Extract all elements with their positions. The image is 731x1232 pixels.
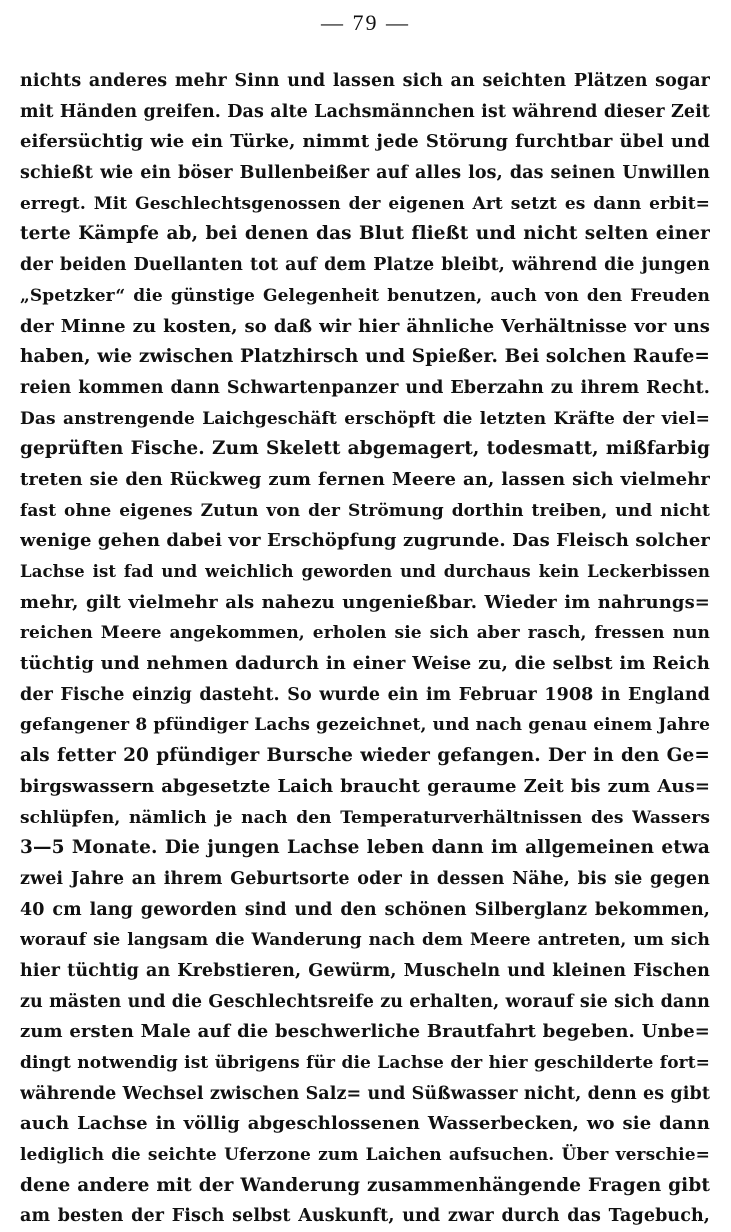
text-line: erregt. Mit Geschlechtsgenossen der eigenen Art setzt es dann erbit= xyxy=(20,193,710,214)
text-line: lediglich die seichte Uferzone zum Laichen aufsuchen. Über verschie= xyxy=(20,1145,710,1166)
text-line: haben, wie zwischen Platzhirsch und Spießer. Bei solchen Raufe= xyxy=(20,346,710,368)
text-line: Das anstrengende Laichgeschäft erschöpft die letzten Kräfte der viel= xyxy=(20,408,710,429)
text-line: währende Wechsel zwischen Salz= und Süßwasser nicht, denn es gibt xyxy=(20,1083,710,1104)
text-line: am besten der Fisch selbst Auskunft, und zwar durch das Tagebuch, xyxy=(20,1206,710,1227)
text-line: auch Lachse in völlig abgeschlossenen Wasserbecken, wo sie dann xyxy=(20,1113,710,1135)
text-line: dene andere mit der Wanderung zusammenhängende Fragen gibt xyxy=(20,1174,710,1196)
text-line: zu mästen und die Geschlechtsreife zu erhalten, worauf sie sich dann xyxy=(20,991,710,1012)
text-line: als fetter 20 pfündiger Bursche wieder gefangen. Der in den Ge= xyxy=(20,745,710,767)
text-line: zwei Jahre an ihrem Geburtsorte oder in dessen Nähe, bis sie gegen xyxy=(20,868,710,889)
text-line: reichen Meere angekommen, erholen sie sich aber rasch, fressen nun xyxy=(20,623,710,644)
text-line: worauf sie langsam die Wanderung nach dem Meere antreten, um sich xyxy=(20,930,710,951)
text-line: eifersüchtig wie ein Türke, nimmt jede Störung furchtbar übel und xyxy=(20,131,710,153)
text-line: der Fische einzig dasteht. So wurde ein im Februar 1908 in England xyxy=(20,684,710,705)
text-line: mit Händen greifen. Das alte Lachsmännchen ist während dieser Zeit xyxy=(20,101,710,122)
text-line: terte Kämpfe ab, bei denen das Blut fließt und nicht selten einer xyxy=(20,223,710,245)
text-line: gefangener 8 pfündiger Lachs gezeichnet, und nach genau einem Jahre xyxy=(20,715,710,736)
text-line: 40 cm lang geworden sind und den schönen Silberglanz bekommen, xyxy=(20,899,710,920)
text-line: Lachse ist fad und weichlich geworden und durchaus kein Leckerbissen xyxy=(20,562,710,581)
text-line: der beiden Duellanten tot auf dem Platze bleibt, während die jungen xyxy=(20,255,710,276)
text-line: treten sie den Rückweg zum fernen Meere an, lassen sich vielmehr xyxy=(20,468,710,490)
text-line: nichts anderes mehr Sinn und lassen sich an seichten Plätzen sogar xyxy=(20,71,710,91)
body-text xyxy=(20,66,710,1232)
text-line: zum ersten Male auf die beschwerliche Brautfahrt begeben. Unbe= xyxy=(20,1021,710,1043)
text-line: birgswassern abgesetzte Laich braucht geraume Zeit bis zum Aus= xyxy=(20,775,710,797)
text-line: dingt notwendig ist übrigens für die Lachse der hier geschilderte fort= xyxy=(20,1053,710,1073)
text-line: der Minne zu kosten, so daß wir hier ähnliche Verhältnisse vor uns xyxy=(20,315,710,337)
text-line: wenige gehen dabei vor Erschöpfung zugrunde. Das Fleisch solcher xyxy=(20,530,710,552)
text-line: fast ohne eigenes Zutun von der Strömung dorthin treiben, und nicht xyxy=(20,500,710,521)
text-line: mehr, gilt vielmehr als nahezu ungenießbar. Wieder im nahrungs= xyxy=(20,591,710,613)
text-line: tüchtig und nehmen dadurch in einer Weise zu, die selbst im Reich xyxy=(20,653,710,675)
page-number: — 79 — xyxy=(321,10,410,35)
text-line: schießt wie ein böser Bullenbeißer auf alles los, das seinen Unwillen xyxy=(20,163,710,184)
text-line: hier tüchtig an Krebstieren, Gewürm, Muscheln und kleinen Fischen xyxy=(20,960,710,981)
text-line: „Spetzker“ die günstige Gelegenheit benutzen, auch von den Freuden xyxy=(20,285,710,306)
text-line: reien kommen dann Schwartenpanzer und Eberzahn zu ihrem Recht. xyxy=(20,377,710,398)
text-line: schlüpfen, nämlich je nach den Temperaturverhältnissen des Wassers xyxy=(20,807,710,828)
text-line: 3—5 Monate. Die jungen Lachse leben dann im allgemeinen etwa xyxy=(20,837,710,859)
text-line: geprüften Fische. Zum Skelett abgemagert, todesmatt, mißfarbig xyxy=(20,438,710,460)
